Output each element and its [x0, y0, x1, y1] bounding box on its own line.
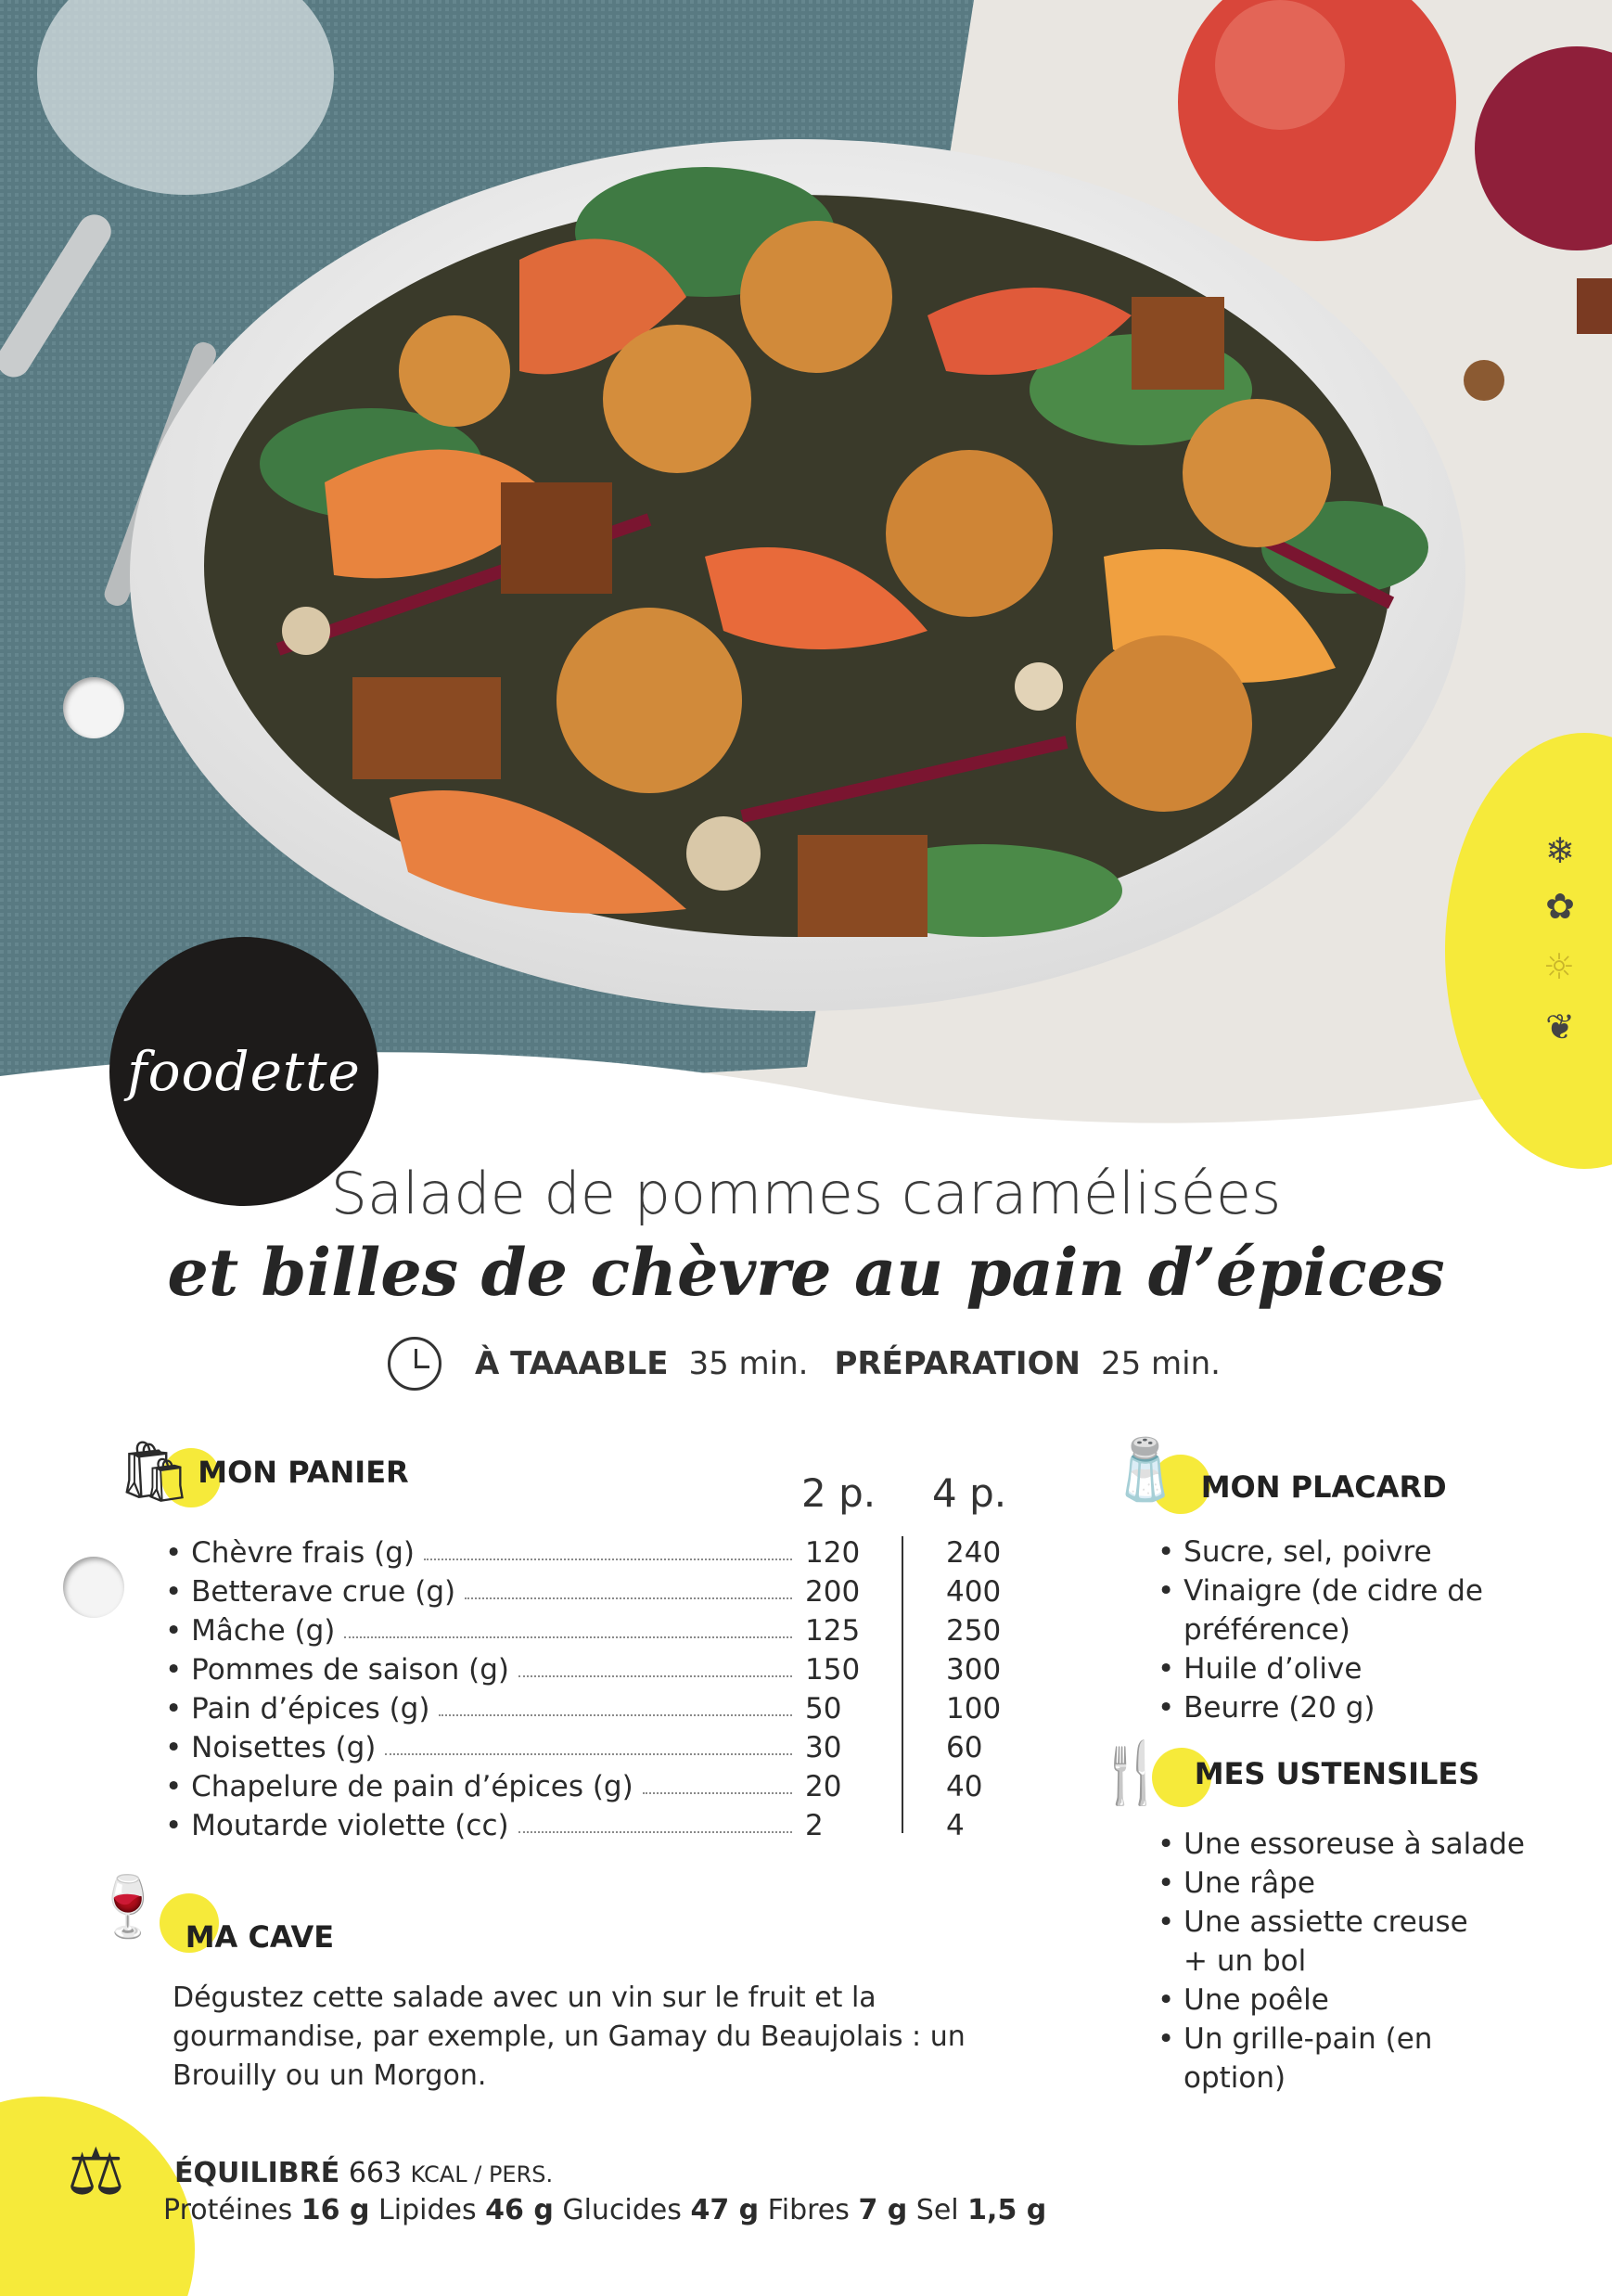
ingredient-name: • Mâche (g): [165, 1614, 335, 1648]
ingredient-row: [165, 1725, 1028, 1764]
ustensiles-heading: [1094, 1739, 1480, 1808]
sel-value: 1,5 g: [967, 2194, 1047, 2226]
qty-2p: 125: [805, 1614, 861, 1648]
ingredient-row: [165, 1570, 1028, 1609]
logo-text: foodette: [127, 1040, 361, 1103]
placard-heading: [1108, 1436, 1447, 1505]
ingredient-list: [165, 1531, 1028, 1842]
qty-2p: 50: [805, 1692, 842, 1725]
nutrition-label: ÉQUILIBRÉ: [174, 2157, 340, 2189]
qty-2p: 2: [805, 1809, 824, 1842]
ustensile-item: option): [1183, 2061, 1286, 2095]
flower-icon: ✿: [1545, 886, 1575, 927]
total-time-label: À TAAABLE: [475, 1345, 669, 1382]
placard-item: • Sucre, sel, poivre: [1158, 1533, 1483, 1571]
ingredient-name: • Pain d’épices (g): [165, 1692, 429, 1725]
leader-dots: [439, 1714, 792, 1716]
ustensiles-list: [1158, 1825, 1525, 2097]
qty-4p: 240: [946, 1536, 1002, 1570]
qty-2p: 20: [805, 1770, 842, 1803]
ingredient-row: [165, 1764, 1028, 1803]
total-time-value: 35 min.: [688, 1345, 809, 1382]
pepper-mill-icon: 🧂: [1108, 1436, 1183, 1505]
balance-scale-icon: ⚖: [67, 2134, 125, 2210]
ingredient-row: [165, 1609, 1028, 1648]
placard-list: [1158, 1533, 1483, 1727]
lipides-value: 46 g: [485, 2194, 554, 2226]
kcal-unit: KCAL / PERS.: [410, 2161, 554, 2187]
panier-heading: [117, 1438, 409, 1507]
clock-icon: [388, 1337, 441, 1391]
sun-icon: ☼: [1542, 946, 1575, 987]
ingredient-row: [165, 1531, 1028, 1570]
ustensile-item: • Une essoreuse à salade: [1158, 1825, 1525, 1864]
leader-dots: [424, 1558, 792, 1560]
kcal-value: 663: [348, 2157, 403, 2189]
qty-4p: 60: [946, 1731, 983, 1764]
ustensile-item: • Un grille-pain (en: [1158, 2020, 1525, 2059]
cave-description: Dégustez cette salade avec un vin sur le fruit et la gourmandise, par exemple, un Gamay du Beaujolais : un Brouilly ou un Morgon.: [173, 1982, 966, 2092]
placard-item: • Huile d’olive: [1158, 1649, 1483, 1688]
ingredient-name: • Chapelure de pain d’épices (g): [165, 1770, 633, 1803]
ingredient-name: • Betterave crue (g): [165, 1575, 455, 1609]
ingredient-name: • Pommes de saison (g): [165, 1653, 509, 1687]
leader-dots: [465, 1597, 792, 1599]
lipides-label: Lipides: [378, 2194, 477, 2226]
ingredient-row: [165, 1803, 1028, 1842]
ingredient-name: • Moutarde violette (cc): [165, 1809, 509, 1842]
wine-bottle-icon: 🍷: [91, 1873, 165, 1942]
snowflake-icon: ❄: [1545, 830, 1575, 871]
nutrition-heading: [174, 2157, 553, 2189]
binder-hole: [63, 677, 124, 738]
leader-dots: [518, 1675, 792, 1677]
col-2p: 2 p.: [801, 1470, 876, 1516]
prep-time-label: PRÉPARATION: [834, 1345, 1081, 1382]
placard-item: préférence): [1183, 1613, 1350, 1647]
ingredient-name: • Chèvre frais (g): [165, 1536, 415, 1570]
leader-dots: [344, 1636, 792, 1638]
utensils-icon: 🍴: [1094, 1739, 1169, 1808]
proteines-value: 16 g: [301, 2194, 370, 2226]
ustensiles-title: MES USTENSILES: [1194, 1756, 1480, 1791]
qty-4p: 250: [946, 1614, 1002, 1648]
qty-4p: 400: [946, 1575, 1002, 1609]
placard-item: • Vinaigre (de cidre de: [1158, 1571, 1483, 1610]
col-4p: 4 p.: [932, 1470, 1007, 1516]
ustensile-item: • Une assiette creuse: [1158, 1903, 1525, 1942]
qty-4p: 300: [946, 1653, 1002, 1687]
qty-4p: 100: [946, 1692, 1002, 1725]
ingredient-row: [165, 1687, 1028, 1725]
fibres-value: 7 g: [858, 2194, 908, 2226]
ustensile-item: + un bol: [1183, 1944, 1307, 1978]
qty-4p: 40: [946, 1770, 983, 1803]
leader-dots: [385, 1753, 792, 1755]
cave-heading: [91, 1860, 334, 1955]
panier-title: MON PANIER: [198, 1455, 409, 1490]
qty-4p: 4: [946, 1809, 965, 1842]
recipe-title-line2: et billes de chèvre au pain d’épices: [167, 1234, 1445, 1311]
placard-item: • Beurre (20 g): [1158, 1688, 1483, 1727]
binder-hole: [63, 1557, 124, 1618]
fibres-label: Fibres: [767, 2194, 850, 2226]
leader-dots: [518, 1831, 792, 1833]
glucides-label: Glucides: [562, 2194, 682, 2226]
ingredient-name: • Noisettes (g): [165, 1731, 376, 1764]
qty-2p: 30: [805, 1731, 842, 1764]
qty-2p: 150: [805, 1653, 861, 1687]
timing-row: [388, 1336, 1247, 1392]
basket-icon: 🛍: [117, 1438, 193, 1507]
ustensile-item: • Une poêle: [1158, 1981, 1525, 2020]
ustensile-item: • Une râpe: [1158, 1864, 1525, 1903]
ingredient-row: [165, 1648, 1028, 1687]
glucides-value: 47 g: [690, 2194, 760, 2226]
qty-2p: 120: [805, 1536, 861, 1570]
leaf-icon: ❦: [1545, 1007, 1575, 1047]
qty-2p: 200: [805, 1575, 861, 1609]
placard-title: MON PLACARD: [1200, 1469, 1447, 1505]
sel-label: Sel: [915, 2194, 959, 2226]
proteines-label: Protéines: [163, 2194, 293, 2226]
leader-dots: [643, 1792, 792, 1794]
recipe-title-line1: Salade de pommes caramélisées: [330, 1160, 1282, 1227]
cave-title: MA CAVE: [185, 1919, 335, 1955]
prep-time-value: 25 min.: [1100, 1345, 1221, 1382]
nutrition-details: [163, 2194, 1046, 2226]
